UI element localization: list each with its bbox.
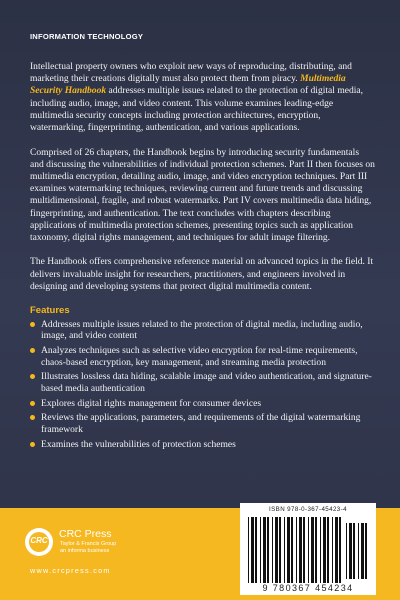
barcode-bar [291, 517, 293, 583]
barcode-bar [320, 517, 321, 583]
price-barcode [346, 523, 370, 579]
bullet-icon [30, 401, 35, 406]
barcode-bar [272, 517, 273, 583]
feature-text: Analyzes techniques such as selective video encryption for real-time requirements, chaos-based encryption, key management, and streaming media protection [41, 344, 358, 368]
barcode-bar [251, 517, 254, 583]
barcode-bar [263, 517, 266, 583]
barcode-bar [358, 523, 359, 579]
intro-paragraph [30, 61, 375, 134]
barcode-bar [327, 517, 329, 583]
bullet-icon [30, 374, 35, 379]
barcode-bar [346, 523, 347, 579]
barcode-bar [255, 517, 257, 583]
barcode-bar [287, 517, 290, 583]
bullet-icon [30, 442, 35, 447]
feature-text: Illustrates lossless data hiding, scalable image and video authentication, and signature-based media authentication [41, 371, 372, 394]
isbn-barcode [248, 517, 344, 583]
barcode-bar [365, 523, 367, 579]
publisher-group [60, 541, 116, 555]
feature-item [30, 371, 375, 394]
barcode-bar [335, 517, 338, 583]
feature-text: Explores digital rights management for consumer devices [41, 397, 262, 409]
category-label: INFORMATION TECHNOLOGY [30, 32, 144, 41]
barcode-bar [332, 517, 333, 583]
summary-paragraph: The Handbook offers comprehensive reference material on advanced topics in the field. It delivers invaluable insight for researchers, practitioners, and engineers involved in designing and developing systems that protect digital multimedia content. [30, 256, 374, 292]
features-heading: Features [30, 305, 70, 317]
intro-text-after: addresses multiple issues related to the protection of digital media, including audio, image, and video content. This volume examines leading-edge multimedia security concepts including protection architectures, encryption, watermarking, fingerprinting, authentication, and various applications. [30, 85, 364, 134]
chapters-paragraph: Comprised of 26 chapters, the Handbook begins by introducing security fundamentals and discussing the vulnerabilities of individual protection schemes. Part II then focuses on multimedia encryption, detailing audio, image, and video encryption techniques. Part III examines watermarking techniques, reviewing current and future trends and discussing multidimensional, fragile, and robust watermarks. Part IV covers multimedia data hiding, fingerprinting, and authentication. The text concludes with chapters describing applications of multimedia protection schemes, presenting topics such as application taxonomy, digital rights management, and techniques for adult image filtering. [30, 146, 375, 243]
barcode-panel [240, 503, 376, 595]
barcode-bar [248, 517, 249, 583]
crc-logo-icon [25, 528, 53, 556]
barcode-bar [299, 517, 302, 583]
isbn-label: ISBN 978-0-367-45423-4 [269, 506, 347, 513]
bullet-icon [30, 415, 35, 420]
publisher-business: an informa business [60, 548, 110, 554]
feature-item [30, 412, 375, 435]
description [30, 61, 375, 454]
feature-text: Examines the vulnerabilities of protection schemes [41, 438, 236, 450]
barcode-bar [323, 517, 326, 583]
barcode-bar [339, 517, 341, 583]
barcode-bar [279, 517, 281, 583]
publisher-url: www.crcpress.com [30, 566, 111, 575]
book-title: Multimedia Security Handbook [30, 73, 346, 97]
barcode-bar [275, 517, 278, 583]
feature-item [30, 398, 375, 410]
barcode-bar [303, 517, 305, 583]
barcode-bar [284, 517, 285, 583]
publisher-group-name: Taylor & Francis Group [60, 541, 117, 547]
barcode-bar [315, 517, 317, 583]
barcode-bar [308, 517, 309, 583]
feature-item [30, 345, 375, 368]
feature-text: Addresses multiple issues related to the protection of digital media, including audio, image, and video content [41, 318, 363, 342]
publisher-name: CRC Press [59, 528, 112, 540]
barcode-bar [349, 523, 352, 579]
bullet-icon [30, 348, 35, 353]
barcode-bar [267, 517, 269, 583]
barcode-bar [361, 523, 364, 579]
ean-digits: 9 780367 454234 [262, 583, 354, 593]
bullet-icon [30, 322, 35, 327]
feature-item [30, 439, 375, 451]
barcode-bar [260, 517, 261, 583]
logo-text: CRC [30, 536, 48, 545]
feature-text: Reviews the applications, parameters, and requirements of the digital watermarking framework [41, 412, 361, 436]
features-list [30, 319, 375, 451]
barcode-bar [353, 523, 355, 579]
feature-item [30, 319, 375, 342]
barcode-bar [311, 517, 314, 583]
barcode-bar [296, 517, 297, 583]
intro-text-before: Intellectual property owners who exploit new ways of reproducing, distributing, and marketing their creations digitally must also protect them from piracy. [30, 61, 352, 85]
